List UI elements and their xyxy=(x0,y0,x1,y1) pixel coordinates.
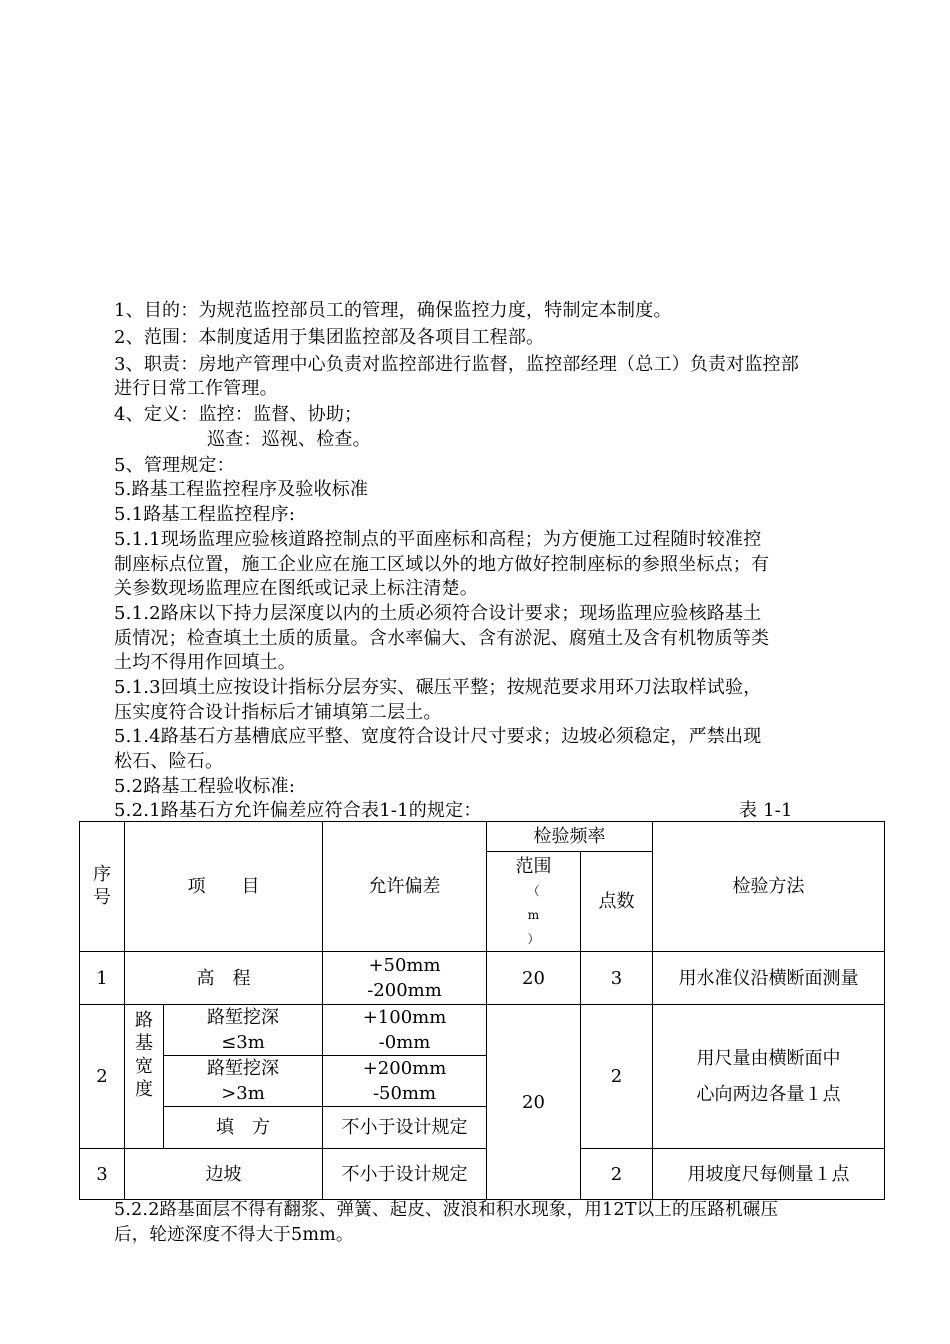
row3-method: 用坡度尺每侧量１点 xyxy=(653,1149,885,1200)
row2-sub2-item: 路堑挖深 >3m xyxy=(164,1056,323,1107)
table-caption: 表 1-1 xyxy=(739,800,793,821)
row1-item: 高 程 xyxy=(125,952,323,1005)
row2-sub1-item: 路堑挖深 ≤3m xyxy=(164,1005,323,1056)
clause-5-1-2-line2: 质情况；检查填土土质的质量。含水率偏大、含有淤泥、腐殖土及含有机物质等类 xyxy=(114,628,770,649)
header-tolerance: 允许偏差 xyxy=(323,822,487,952)
clause-5-2-1: 5.2.1路基石方允许偏差应符合表1-1的规定： xyxy=(114,800,482,821)
row3-tolerance: 不小于设计规定 xyxy=(323,1149,487,1200)
row1-method: 用水准仪沿横断面测量 xyxy=(653,952,885,1005)
row2-range: 20 xyxy=(487,1005,581,1200)
clause-5-1-1-line1: 5.1.1现场监理应验核道路控制点的平面座标和高程；为方便施工过程随时较准控 xyxy=(114,529,762,550)
row2-sub2-tolerance: +200mm -50mm xyxy=(323,1056,487,1107)
paragraph-definition-line2: 巡查：巡视、检查。 xyxy=(207,429,371,450)
clause-5-1-4-line2: 松石、险石。 xyxy=(114,751,224,772)
row3-item: 边坡 xyxy=(125,1149,323,1200)
clause-5-1-4-line1: 5.1.4路基石方基槽底应平整、宽度符合设计尺寸要求；边坡必须稳定，严禁出现 xyxy=(114,726,762,747)
paragraph-duty-line2: 进行日常工作管理。 xyxy=(114,378,278,399)
row1-range: 20 xyxy=(487,952,581,1005)
row3-points: 2 xyxy=(581,1149,653,1200)
header-method: 检验方法 xyxy=(653,822,885,952)
row1-tolerance: +50mm -200mm xyxy=(323,952,487,1005)
section-5-1-heading: 5.1路基工程监控程序: xyxy=(114,504,296,525)
clause-5-1-1-line3: 关参数现场监理应在图纸或记录上标注清楚。 xyxy=(114,578,478,599)
row2-sub1-tolerance: +100mm -0mm xyxy=(323,1005,487,1056)
clause-5-2-2-line1: 5.2.2路基面层不得有翻浆、弹簧、起皮、波浪和积水现象，用12T以上的压路机碾压 xyxy=(114,1200,779,1220)
row2-seq: 2 xyxy=(80,1005,125,1149)
header-seq: 序号 xyxy=(80,822,125,952)
clause-5-2-2-line2: 后，轮迹深度不得大于5mm。 xyxy=(114,1225,354,1245)
row3-seq: 3 xyxy=(80,1149,125,1200)
paragraph-duty-line1: 3、职责：房地产管理中心负责对监控部进行监督，监控部经理（总工）负责对监控部 xyxy=(114,354,800,375)
paragraph-purpose: 1、目的：为规范监控部员工的管理，确保监控力度，特制定本制度。 xyxy=(114,300,672,321)
section-5-2-heading: 5.2路基工程验收标准: xyxy=(114,776,296,797)
clause-5-1-3-line2: 压实度符合设计指标后才铺填第二层土。 xyxy=(114,702,442,723)
table-row xyxy=(80,1149,885,1200)
row2-points: 2 xyxy=(581,1005,653,1149)
table-row xyxy=(80,952,885,1005)
row2-sub3-tolerance: 不小于设计规定 xyxy=(323,1107,487,1149)
clause-5-1-2-line3: 土均不得用作回填土。 xyxy=(114,652,296,673)
clause-5-1-1-line2: 制座标点位置，施工企业应在施工区域以外的地方做好控制座标的参照坐标点；有 xyxy=(114,554,770,575)
header-range: 范围 （ m ） xyxy=(487,852,581,952)
paragraph-definition-line1: 4、定义：监控：监督、协助； xyxy=(114,404,363,425)
row2-method: 用尺量由横断面中 心向两边各量１点 xyxy=(653,1005,885,1149)
table-header-row xyxy=(80,822,885,852)
row2-group: 路基宽度 xyxy=(125,1005,164,1149)
section-5-heading: 5.路基工程监控程序及验收标准 xyxy=(114,479,369,500)
header-item: 项 目 xyxy=(125,822,323,952)
row1-seq: 1 xyxy=(80,952,125,1005)
row2-sub3-item: 填 方 xyxy=(164,1107,323,1149)
tolerance-table xyxy=(79,821,885,1200)
row1-points: 3 xyxy=(581,952,653,1005)
paragraph-scope: 2、范围：本制度适用于集团监控部及各项目工程部。 xyxy=(114,327,545,348)
header-frequency: 检验频率 xyxy=(487,822,653,852)
table-row xyxy=(80,1005,885,1056)
paragraph-rules-heading: 5、管理规定： xyxy=(114,455,235,476)
header-points: 点数 xyxy=(581,852,653,952)
clause-5-1-2-line1: 5.1.2路床以下持力层深度以内的土质必须符合设计要求；现场监理应验核路基土 xyxy=(114,603,762,624)
clause-5-1-3-line1: 5.1.3回填土应按设计指标分层夯实、碾压平整；按规范要求用环刀法取样试验， xyxy=(114,677,762,698)
